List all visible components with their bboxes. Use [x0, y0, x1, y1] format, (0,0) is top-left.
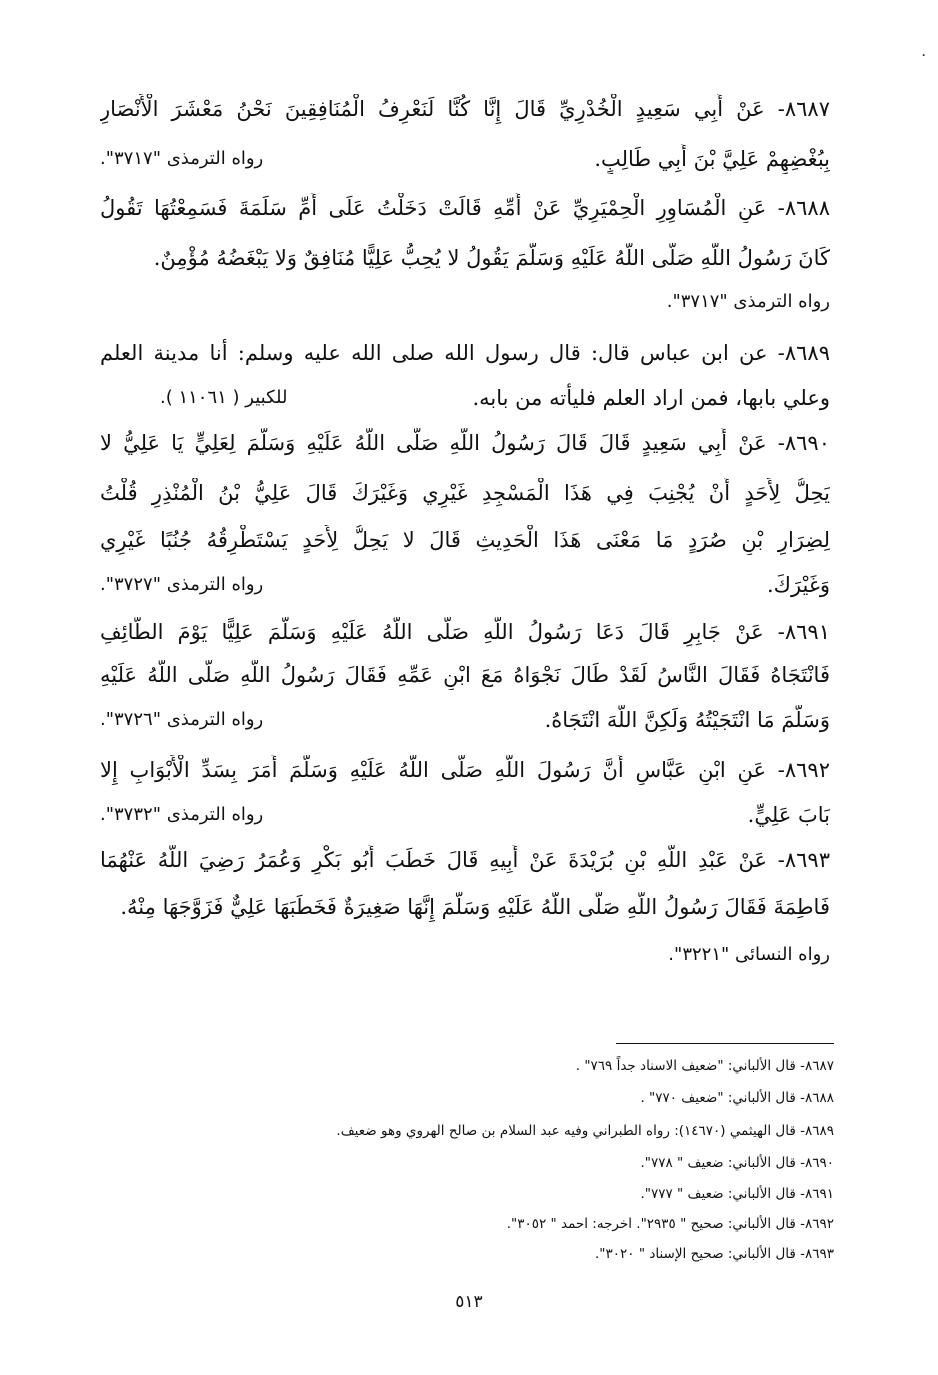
hadith-8687-source: رواه الترمذى "٣٧١٧".: [100, 148, 264, 169]
hadith-8689-line-1: ٨٦٨٩- عن ابن عباس قال: قال رسول الله صلى الله عليه وسلم: أنا مدينة العلم: [100, 341, 830, 365]
hadith-8687-line-1: ٨٦٨٧- عَنْ أَبِي سَعِيدٍ الْخُدْرِيِّ قَالَ إِنَّا كُنَّا لَنَعْرِفُ الْمُنَافِقِينَ نَحْنُ مَعْشَرَ الْأَنْصَارِ: [100, 97, 830, 121]
hadith-8687-text-end: بِبُغْضِهِمْ عَلِيَّ بْنَ أَبِي طَالِبٍ.: [594, 147, 830, 171]
hadith-8691-line-3: [100, 705, 830, 735]
footnote-8692: ٨٦٩٢- قال الألباني: صحيح " ٢٩٣٥". اخرجه: احمد " ٣٠٥٢".: [506, 1216, 834, 1232]
hadith-8690-line-3: لِضِرَارِ بْنِ صُرَدٍ مَا مَعْنَى هَذَا الْحَدِيثِ قَالَ لا يَحِلُّ لِأَحَدٍ يَسْتَطْرِقُهُ جُنُبًا غَيْرِي: [100, 528, 830, 552]
hadith-8692-text-end: بَابَ عَلِيٍّ.: [747, 803, 830, 827]
hadith-8691-line-1: ٨٦٩١- عَنْ جَابِرٍ قَالَ دَعَا رَسُولُ اللَّهِ صَلَّى اللَّهُ عَلَيْهِ وَسَلَّمَ عَلِيًّا يَوْمَ الطَّائِفِ: [100, 620, 830, 644]
hadith-8690-text-end: وَغَيْرَكَ.: [766, 573, 830, 597]
margin-mark: ·: [921, 48, 926, 64]
hadith-8691-source: رواه الترمذى "٣٧٢٦".: [100, 709, 264, 730]
hadith-8693-source: رواه النسائى "٣٢٢١".: [668, 944, 830, 965]
footnote-8688: ٨٦٨٨- قال الألباني: "ضعيف ٧٧٠" .: [640, 1090, 834, 1106]
hadith-8690-source: رواه الترمذى "٣٧٢٧".: [100, 574, 264, 595]
hadith-8688-line-2: كَانَ رَسُولُ اللَّهِ صَلَّى اللَّهُ عَلَيْهِ وَسَلَّمَ يَقُولُ لا يُحِبُّ عَلِيًّا مُنَافِقٌ وَلا يَبْغَضُهُ مُؤْمِنٌ.: [153, 246, 830, 270]
hadith-8693-line-2: فَاطِمَةَ فَقَالَ رَسُولُ اللَّهِ صَلَّى اللَّهُ عَلَيْهِ وَسَلَّمَ إِنَّهَا صَغِيرَةٌ فَخَطَبَهَا عَلِيٌّ فَزَوَّجَهَا مِنْهُ.: [120, 895, 830, 919]
footnote-8687: ٨٦٨٧- قال الألباني: "ضعيف الاسناد جداً ٧٦٩" .: [575, 1058, 834, 1074]
hadith-8692-line-1: ٨٦٩٢- عَنِ ابْنِ عَبَّاسٍ أَنَّ رَسُولَ اللَّهِ صَلَّى اللَّهُ عَلَيْهِ وَسَلَّمَ أَمَرَ بِسَدِّ الْأَبْوَابِ إِلا: [100, 758, 830, 782]
hadith-8691-text-end: وَسَلَّمَ مَا انْتَجَيْتُهُ وَلَكِنَّ اللَّهَ انْتَجَاهُ.: [544, 708, 830, 732]
hadith-8693-line-1: ٨٦٩٣- عَنْ عَبْدِ اللَّهِ بْنِ بُرَيْدَةَ عَنْ أَبِيهِ قَالَ خَطَبَ أَبُو بَكْرٍ وَعُمَرُ رَضِيَ اللَّهُ عَنْهُمَا: [100, 848, 830, 872]
hadith-8687-line-2: [100, 144, 830, 174]
footnote-8690: ٨٦٩٠- قال الألباني: ضعيف " ٧٧٨".: [640, 1155, 834, 1171]
hadith-8688-source: رواه الترمذى "٣٧١٧".: [666, 291, 830, 312]
hadith-8692-line-2: [100, 800, 830, 830]
hadith-8689-text-end: وعلي بابها، فمن اراد العلم فليأته من بابه.: [472, 386, 830, 410]
hadith-8690-line-4: [100, 570, 830, 600]
footnote-8693: ٨٦٩٣- قال الألباني: صحيح الإسناد " ٣٠٢٠".: [595, 1246, 834, 1262]
hadith-8691-line-2: فَانْتَجَاهُ فَقَالَ النَّاسُ لَقَدْ طَالَ نَجْوَاهُ مَعَ ابْنِ عَمِّهِ فَقَالَ رَسُولُ اللَّهِ صَلَّى اللَّهُ عَلَيْهِ: [100, 663, 830, 687]
footnote-8689: ٨٦٨٩- قال الهيثمي (١٤٦٧٠): رواه الطبراني وفيه عبد السلام بن صالح الهروي وهو ضعيف.: [336, 1123, 834, 1139]
hadith-8689-source: للكبير ( ١١٠٦١ ).: [160, 387, 288, 408]
page-number: ٥١٣: [455, 1292, 483, 1312]
hadith-8688-line-1: ٨٦٨٨- عَنِ الْمُسَاوِرِ الْحِمْيَرِيِّ عَنْ أُمِّهِ قَالَتْ دَخَلْتُ عَلَى أُمِّ سَلَمَةَ فَسَمِعْتُهَا تَقُولُ: [100, 196, 830, 220]
hadith-8690-line-2: يَحِلُّ لِأَحَدٍ أَنْ يُجْنِبَ فِي هَذَا الْمَسْجِدِ غَيْرِي وَغَيْرَكَ قَالَ عَلِيُّ بْنُ الْمُنْذِرِ قُلْتُ: [100, 481, 830, 505]
footnote-separator: [616, 1043, 834, 1044]
hadith-8689-line-2: [100, 383, 830, 413]
hadith-8692-source: رواه الترمذى "٣٧٣٢".: [100, 804, 264, 825]
hadith-8690-line-1: ٨٦٩٠- عَنْ أَبِي سَعِيدٍ قَالَ قَالَ رَسُولُ اللَّهِ صَلَّى اللَّهُ عَلَيْهِ وَسَلَّمَ لِعَلِيٍّ يَا عَلِيُّ لا: [100, 431, 830, 455]
footnote-8691: ٨٦٩١- قال الألباني: ضعيف " ٧٧٧".: [640, 1186, 834, 1202]
